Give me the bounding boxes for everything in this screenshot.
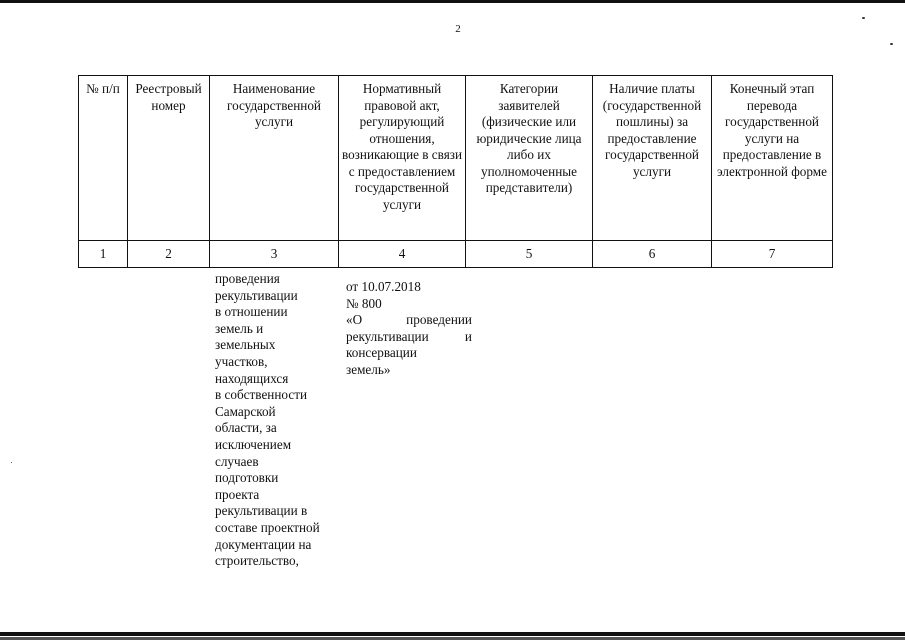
header-cell-applicant-categories: Категории заявителей (физические или юридические лица либо их уполномоченные представители) xyxy=(466,76,593,241)
column-number: 2 xyxy=(128,241,210,268)
text-line: составе проектной xyxy=(215,519,320,535)
text-line: № 800 xyxy=(346,295,382,311)
text-line: рекультивации в xyxy=(215,503,308,519)
text-line: в собственности xyxy=(215,387,308,403)
text-line: участков, xyxy=(215,353,268,369)
column-number: 5 xyxy=(466,241,593,268)
text-line: подготовки xyxy=(215,470,279,486)
column-number: 3 xyxy=(210,241,339,268)
column-number-row xyxy=(79,241,833,268)
column-number: 7 xyxy=(712,241,833,268)
header-cell-legal-act: Нормативный правовой акт, регулирующий отношения, возникающие в связи с предоставлением государственной услуги xyxy=(339,76,466,241)
header-cell-fee: Наличие платы (государственной пошлины) за предоставление государственной услуги xyxy=(593,76,712,241)
column-number: 1 xyxy=(79,241,128,268)
text-line: земель и xyxy=(215,320,264,336)
column-number: 6 xyxy=(593,241,712,268)
text-line: строительство, xyxy=(215,553,299,569)
text-line: случаев xyxy=(215,453,259,469)
table-header-row xyxy=(79,76,833,241)
text-line: находящихся xyxy=(215,370,289,386)
scan-speck xyxy=(11,462,12,463)
page-number: 2 xyxy=(455,23,461,35)
text-line: Самарской xyxy=(215,403,276,419)
text-line: проведения xyxy=(215,271,280,286)
text-line: в отношении xyxy=(215,304,288,320)
text-line: проекта xyxy=(215,486,260,502)
text-line: земель» xyxy=(346,361,391,377)
text-line: исключением xyxy=(215,436,292,452)
header-cell-registry-number: Реестровый номер xyxy=(128,76,210,241)
column-number: 4 xyxy=(339,241,466,268)
text-line: области, за xyxy=(215,420,277,436)
service-name-continuation xyxy=(215,271,343,570)
services-table-header xyxy=(78,75,833,268)
text-line: земельных xyxy=(215,337,276,353)
header-cell-service-name: Наименование государственной услуги xyxy=(210,76,339,241)
text-line: «О проведении xyxy=(346,312,472,328)
text-line: консервации xyxy=(346,345,417,361)
text-line: от 10.07.2018 xyxy=(346,279,421,294)
header-cell-index: № п/п xyxy=(79,76,128,241)
scan-speck xyxy=(862,17,865,19)
bottom-scan-border xyxy=(0,632,905,636)
header-cell-final-stage: Конечный этап перевода государственной услуги на предоставление в электронной форме xyxy=(712,76,833,241)
scan-speck xyxy=(890,43,893,45)
text-line: рекультивации и xyxy=(346,328,472,344)
top-scan-border xyxy=(0,0,905,3)
text-line: рекультивации xyxy=(215,287,298,303)
legal-act-continuation xyxy=(346,279,472,379)
text-line: документации на xyxy=(215,536,312,552)
